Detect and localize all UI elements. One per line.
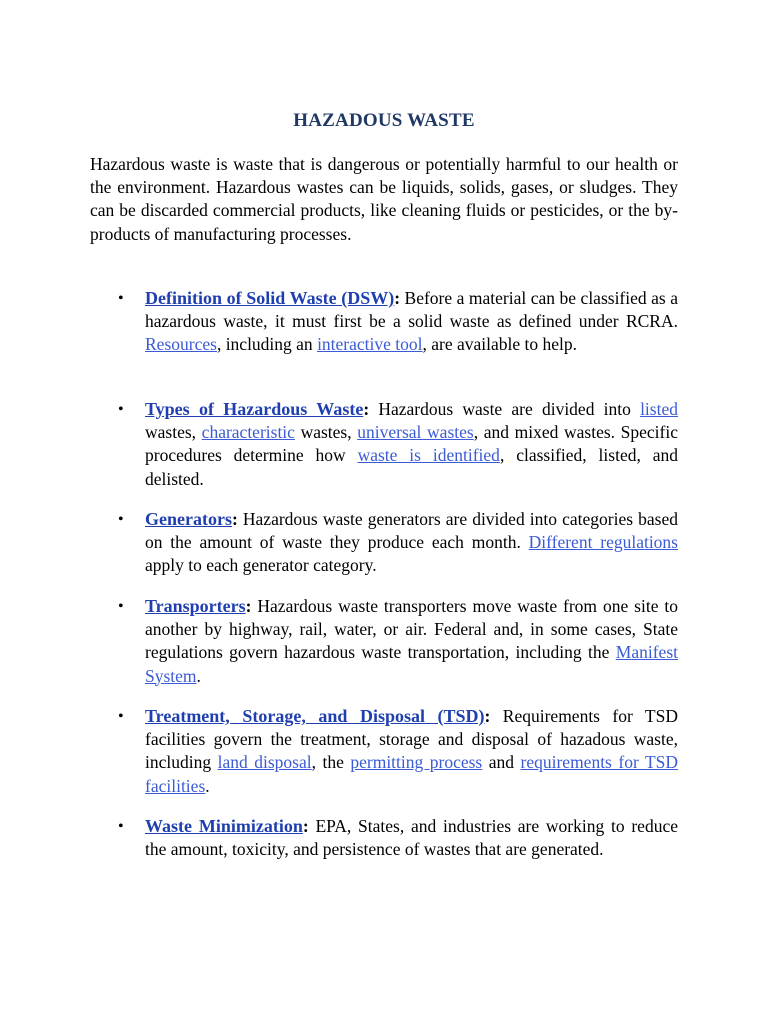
- list-item-body: Definition of Solid Waste (DSW): Before a material can be classified as a hazardous waste, it must first be a solid waste as defined under RCRA. Resources, including an interactive tool, are available to help.: [145, 288, 678, 355]
- link-characteristic[interactable]: characteristic: [201, 422, 295, 443]
- list-item-types: [118, 398, 678, 491]
- list-item-tsd: [118, 705, 678, 798]
- link-universal-wastes[interactable]: universal wastes: [357, 422, 474, 443]
- page-title: HAZADOUS WASTE: [293, 110, 475, 131]
- intro-text: Hazardous waste is waste that is dangerous or potentially harmful to our health or the environment. Hazardous wastes can be liquids, solids, gases, or sludges. They can be discarded commercial products, like cleaning fluids or pesticides, or the by-products of manufacturing processes.: [90, 154, 678, 244]
- list-item-dsw: [118, 287, 678, 357]
- bullet-icon: •: [118, 818, 124, 835]
- link-permitting-process[interactable]: permitting process: [350, 752, 483, 773]
- bullet-icon: •: [118, 511, 124, 528]
- bullet-icon: •: [118, 401, 124, 418]
- intro-paragraph: [90, 153, 678, 246]
- list-item-generators: [118, 508, 678, 578]
- list-item-body: Types of Hazardous Waste: Hazardous waste are divided into listed wastes, characteristic wastes, universal wastes, and mixed wastes. Specific procedures determine how waste is identified, classified, listed, and delisted.: [145, 399, 679, 489]
- link-manifest-system[interactable]: Manifest System: [145, 642, 678, 686]
- heading-link-generators[interactable]: Generators: [145, 509, 232, 529]
- heading-link-waste-minimization[interactable]: Waste Minimization: [145, 816, 303, 836]
- bullet-icon: •: [118, 290, 124, 307]
- heading-link-dsw[interactable]: Definition of Solid Waste (DSW): [145, 288, 395, 308]
- link-interactive-tool[interactable]: interactive tool: [317, 334, 423, 355]
- list-item-transporters: [118, 595, 678, 688]
- heading-link-types[interactable]: Types of Hazardous Waste: [145, 399, 364, 419]
- heading-link-transporters[interactable]: Transporters: [145, 596, 246, 616]
- list-item-waste-minimization: [118, 815, 678, 861]
- link-different-regulations[interactable]: Different regulations: [528, 532, 678, 553]
- link-land-disposal[interactable]: land disposal: [217, 752, 312, 773]
- bullet-icon: •: [118, 708, 124, 725]
- list-item-body: Generators: Hazardous waste generators are divided into categories based on the amount of waste they produce each month. Different regulations apply to each generator category.: [145, 509, 678, 576]
- link-requirements-tsd[interactable]: requirements for TSD facilities: [145, 752, 679, 796]
- bullet-icon: •: [118, 598, 124, 615]
- heading-link-tsd[interactable]: Treatment, Storage, and Disposal (TSD): [145, 706, 485, 726]
- link-listed[interactable]: listed: [640, 399, 678, 419]
- list-item-body: Transporters: Hazardous waste transporters move waste from one site to another by highway, rail, water, or air. Federal and, in some cases, State regulations govern hazardous waste transportation, including the Manifest System.: [145, 596, 678, 686]
- list-item-body: Waste Minimization: EPA, States, and industries are working to reduce the amount, toxicity, and persistence of wastes that are generated.: [145, 816, 678, 860]
- list-item-body: Treatment, Storage, and Disposal (TSD): Requirements for TSD facilities govern the treatment, storage and disposal of hazadous waste, including land disposal, the permitting process and requirements for TSD facilities.: [145, 706, 679, 796]
- link-waste-identified[interactable]: waste is identified: [357, 445, 500, 466]
- link-resources[interactable]: Resources: [145, 334, 217, 355]
